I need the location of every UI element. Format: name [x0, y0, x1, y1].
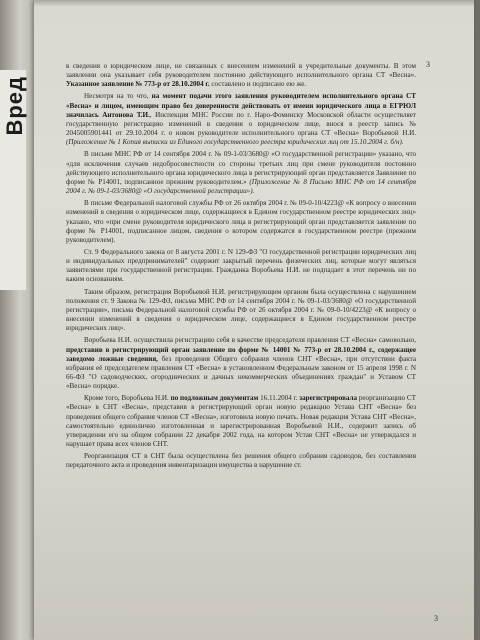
page-fold: [34, 0, 474, 6]
italic-text: (Приложение № 1 Копия выписки из Единого государственного реестра юридических лиц от 15.10.2004 г. б/н).: [66, 138, 404, 147]
text-run: в сведения о юридическом лице, не связанных с внесением изменений в учредительные документы. В этом заявлении она указывает себя руководителем постоянно действующего исполнительного органа СТ «Весна».: [66, 62, 416, 80]
document-body: [66, 62, 416, 474]
bold-text: зарегистрировала: [299, 394, 358, 403]
text-run: Несмотря на то что,: [84, 92, 152, 101]
text-run: реорганизацию СТ «Весна» в СНТ «Весна», представив в регистрирующий орган новую редакцию Устава СНТ «Весна» без проведения общего собрания членов СТ «Весна», изготовила новую печать. Новая редакция Устава СНТ «Весна», самостоятельно единолично изготовленная и зарегистрированная Воробьевой Н.И., содержит запись об утверждении его на общем собрании 22 декабря 2002 года, на котором Устав СНТ «Весна» не утверждался и нарушает права всех членов СНТ.: [66, 394, 416, 449]
text-run: Воробьева Н.И. осуществила регистрацию себя в качестве председателя правления СТ «Весна» самовольно,: [84, 336, 416, 345]
page-number-bottom: 3: [434, 614, 438, 623]
paragraph: [66, 92, 416, 147]
page-number-top: 3: [426, 60, 430, 69]
paragraph: [66, 150, 416, 196]
bold-text: на момент подачи этого заявления руководителем исполнительного органа СТ «Весна» и лицом, имеющим право без доверенности действовать от имени юридического лица в ЕГРЮЛ значилась Антонова Т.И.: [66, 92, 416, 119]
text-run: В письме МНС РФ от 14 сентября 2004 г. № 09-1-03/3680@ «О государственной регистрации» указано, что «для исключения случаев недобросовестности со стороны третьих лиц при смене руководителя постоянно действующего исполнительного органа юридического лица в регистрирующий орган представляется Заявление по форме № Р14001, подписанное прежним руководителем.»: [66, 150, 416, 186]
document-page: [34, 0, 474, 640]
text-run: Реорганизация СТ в СНТ была осуществлена без решения общего собрания садоводов, без составления передаточного акта и проведения инвентаризации имущества в нарушение ст.: [66, 452, 416, 470]
paragraph: [66, 248, 416, 285]
italic-text: (Приложение № 8 Письмо МНС РФ от 14 сентября 2004 г. № 09-1-03/3680@ «О государственной регистрации»).: [66, 177, 416, 196]
paragraph: [66, 62, 416, 89]
text-run: 16.11.2004 г.: [258, 394, 300, 403]
text-run: Кроме того, Воробьева Н.И.: [84, 394, 171, 403]
bold-text: по подложным документам: [170, 394, 259, 403]
paragraph: [66, 199, 416, 245]
underlying-page-edge: [0, 0, 36, 640]
paragraph: [66, 394, 416, 449]
text-run: , Инспекция МНС России по г. Наро-Фоминску Московской области осуществляет государственную регистрацию изменений в сведения о юридическом лице, внося в реестр запись № 2045005901441 от 29.10.2004 г. о новом руководителе исполнительного органа СТ «Весна» Воробьевой Н.И.: [66, 110, 416, 138]
text-run: без проведения Общего собрания членов СНТ «Весна», при отсутствии факта избрания её председателем правления СТ «Весна» в установленном Федеральным законом от 15 апреля 1998 г. N 66-ФЗ "О садоводческих, огороднических и дачных некоммерческих объединениях граждан" и Уставом СТ «Весна» порядке.: [66, 354, 416, 391]
text-run: Таким образом, регистрация Воробьевой Н.И. регистрирующим органом была осуществлена с нарушением положения ст. 9 Закона № 129-ФЗ, письма МНС РФ от 14 сентября 2004 г. № 09-1-03/3680@ «О государственной регистрации», письма Федеральной налоговой службы РФ от 26 октября 2004 г. № 09-0-10/4223@ «К вопросу о внесении изменений в сведения о юридическом лице, содержащиеся в Едином государственном реестре юридических лиц».: [66, 287, 416, 333]
text-run: В письме Федеральной налоговой службы РФ от 26 октября 2004 г. № 09-0-10/4223@ «К вопросу о внесении изменений в сведения о юридическом лице, содержащиеся в Едином государственном реестре юридических лиц» указано, что «при смене руководителя юридического лица в регистрирующий орган представляется заявление по форме № Р14001, подписанное лицом, сведения о котором содержатся в государственном реестре (прежним руководителем).: [66, 199, 416, 244]
bold-text: Указанное заявление № 773-р от 28.10.2004 г.: [66, 80, 210, 89]
text-run: Ст. 9 Федерального закона от 8 августа 2001 г. N 129-ФЗ "О государственной регистрации юридических лиц и индивидуальных предпринимателей" содержит закрытый перечень физических лиц, которые могут являться заявителями при государственной регистрации. Гражданка Воробьева Н.И. не подпадает в этот перечень ни по каким основаниям.: [66, 247, 416, 284]
paragraph: [66, 452, 416, 470]
bold-text: представив в регистрирующий орган заявление по форме № 14001 № 773-р от 28.10.2004 г., содержащее заведомо ложные сведения,: [66, 345, 416, 363]
text-run: составлено и подписано ею же.: [209, 80, 307, 89]
paragraph: [66, 288, 416, 334]
underlying-page-heading: Вред: [2, 76, 27, 136]
paragraph: [66, 336, 416, 391]
